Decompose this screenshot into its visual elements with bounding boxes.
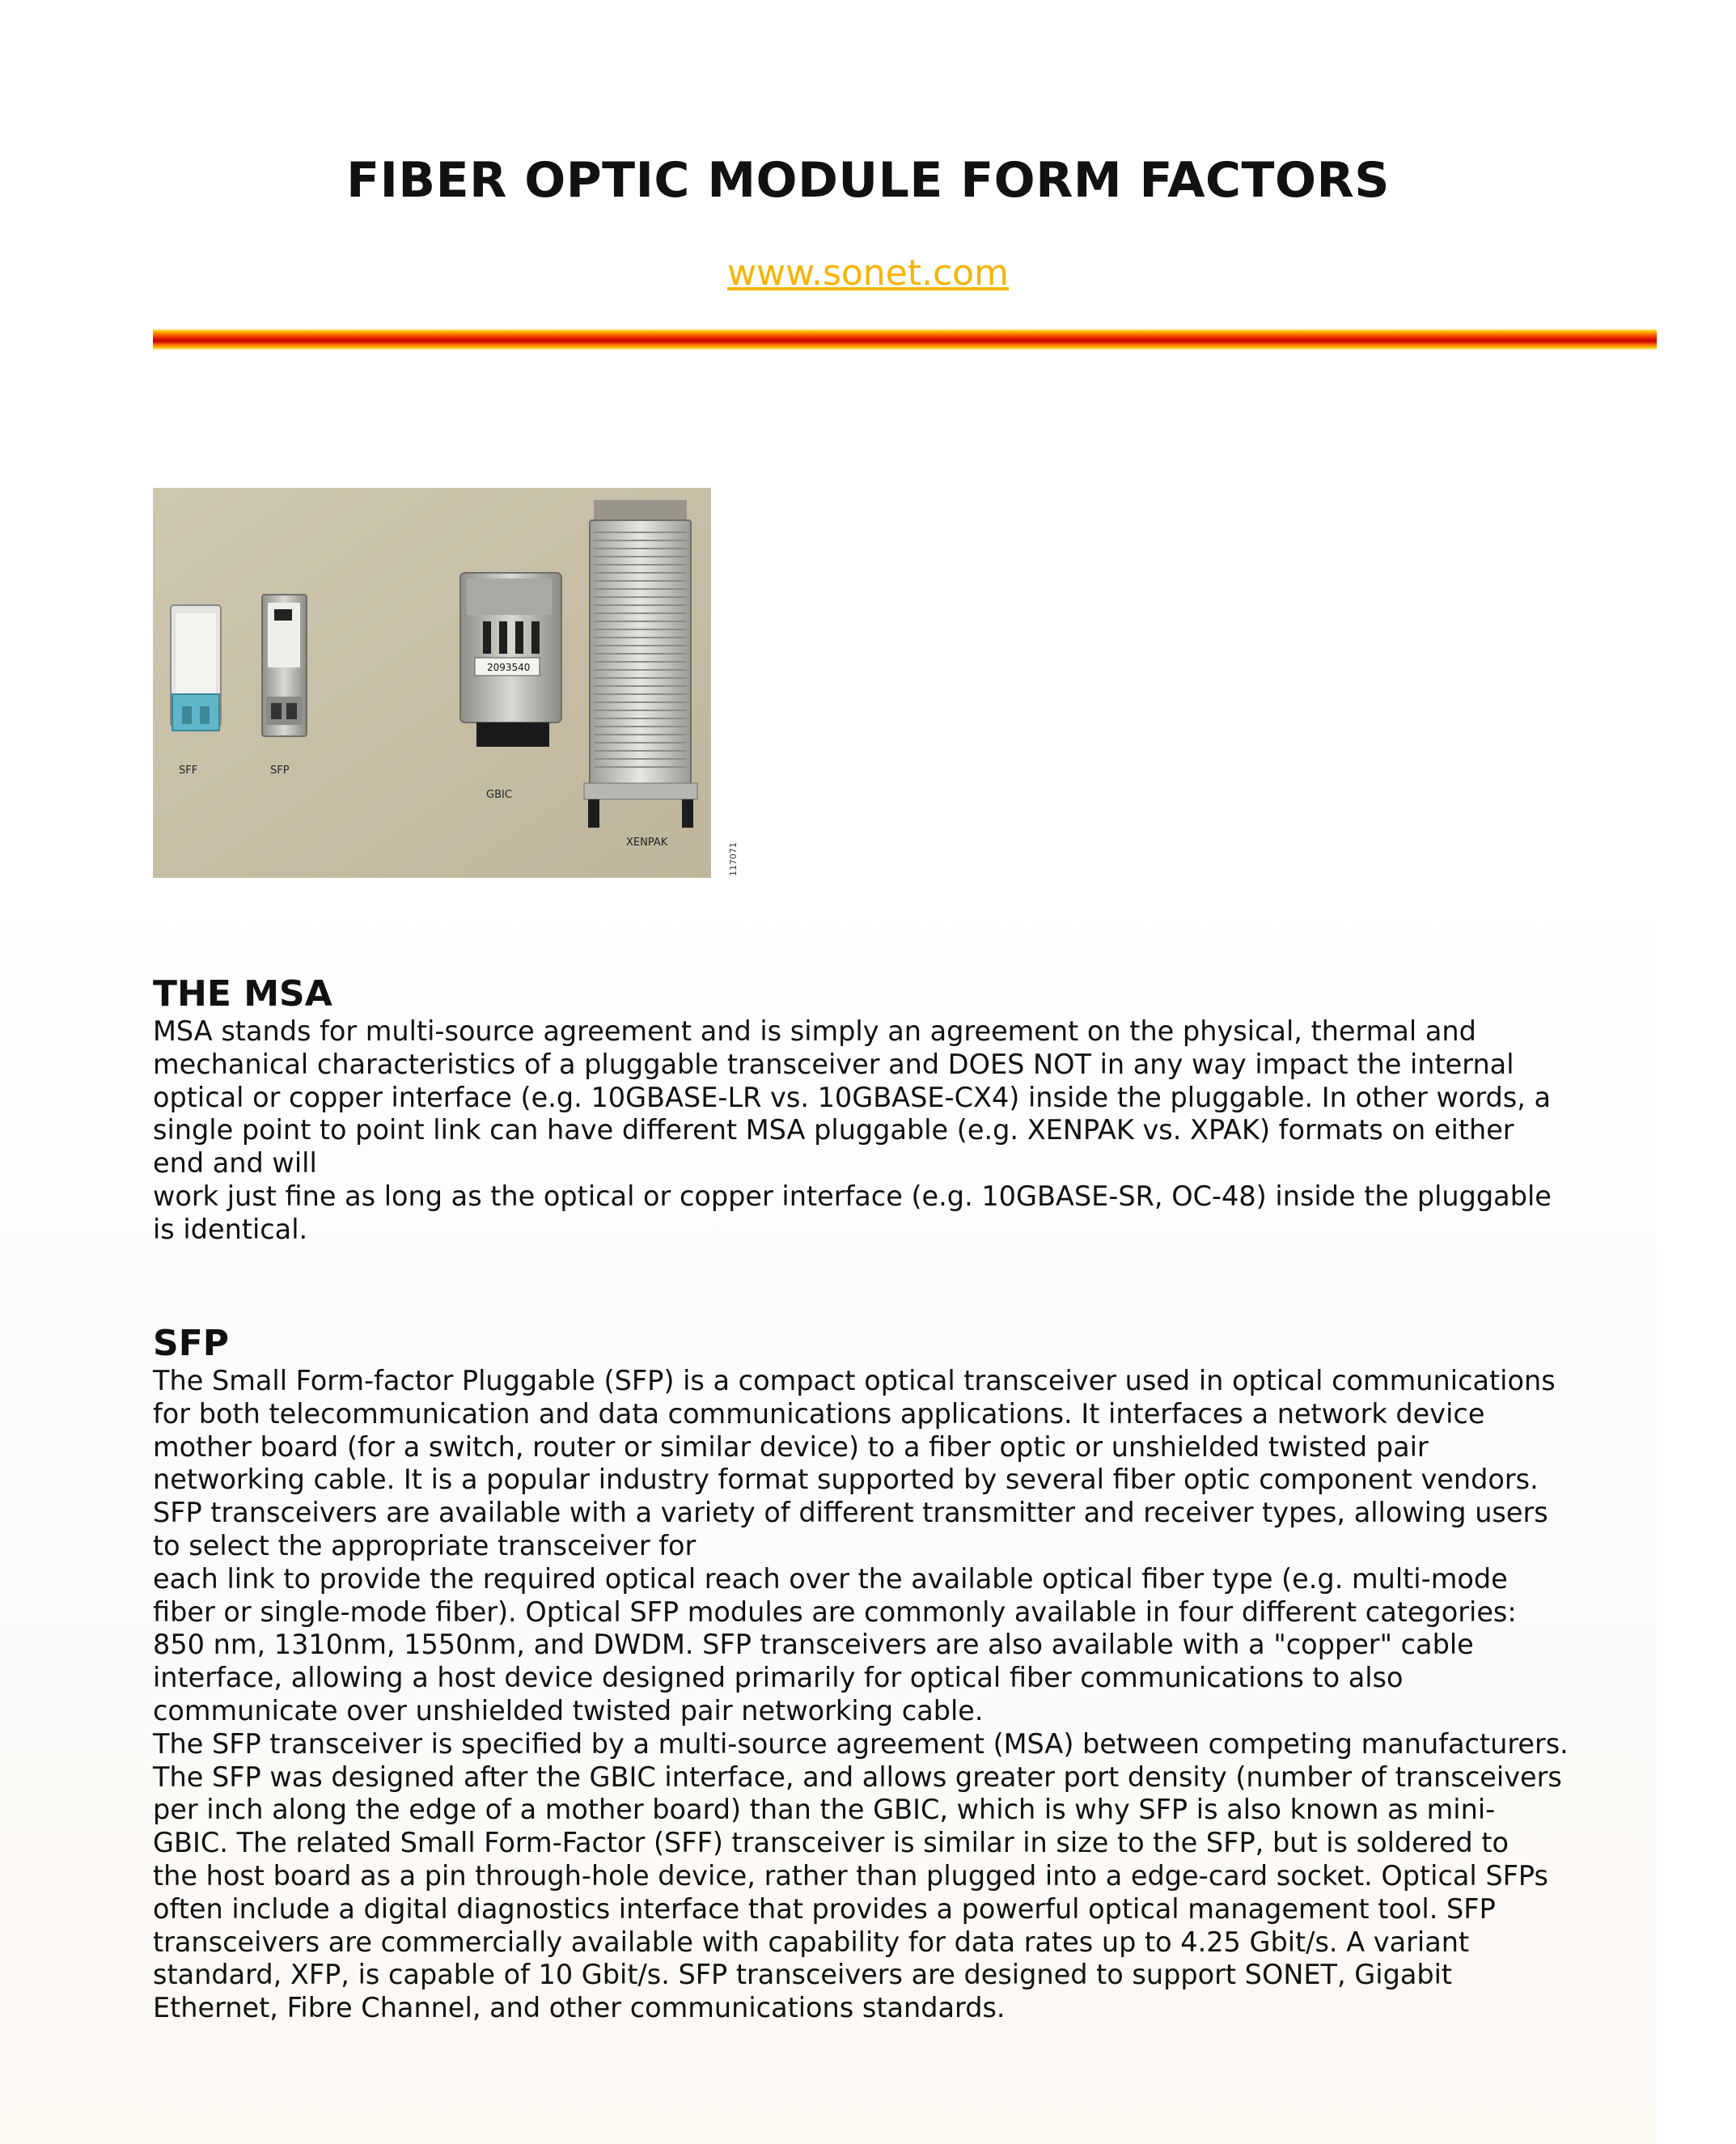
sfp-body: The Small Form-factor Pluggable (SFP) is a compact optical transceiver used in optical communications for both telecommunication and data communications applications. It interfaces a network device mother board (for a switch, router or similar device) to a fiber optic or unshielded twisted pair networking cable. It is a popular industry format supported by several fiber optic component vendors. SFP transceivers are available with a variety of different transmitter and receiver types, allowing users to select the appropriate transceiver for each link to provide the required optical reach over the available optical fiber type (e.g. multi-mode fiber or single-mode fiber). Optical SFP modules are commonly available in four different categories: 850 nm, 1310nm, 1550nm, and DWDM. SFP transceivers are also available with a "copper" cable interface, allowing a host device designed primarily for optical fiber communications to also communicate over unshielded twisted pair networking cable. The SFP transceiver is specified by a multi-source agreement (MSA) between competing manufacturers. The SFP was designed after the GBIC interface, and allows greater port density (number of transceivers per inch along the edge of a mother board) than the GBIC, which is why SFP is also known as mini- GBIC. The related Small Form-Factor (SFF) transceiver is similar in size to the SFP, but is soldered to the host board as a pin through-hole device, rather than plugged into a edge-card socket. Optical SFPs often include a digital diagnostics interface that provides a powerful optical management tool. SFP transceivers are commercially available with capability for data rates up to 4.25 Gbit/s. A variant standard, XFP, is capable of 10 Gbit/s. SFP transceivers are designed to support SONET, Gigabit Ethernet, Fibre Channel, and other communications standards.	[153, 1365, 1569, 2024]
document-title: FIBER OPTIC MODULE FORM FACTORS	[346, 152, 1390, 209]
sfp-heading: SFP	[153, 1323, 229, 1364]
gbic-module	[460, 573, 561, 747]
sfp-label: SFP	[270, 765, 290, 777]
website-link[interactable]: www.sonet.com	[727, 252, 1009, 294]
xenpak-module	[584, 500, 697, 828]
msa-heading: THE MSA	[153, 973, 332, 1015]
msa-body: MSA stands for multi-source agreement and is simply an agreement on the physical, thermal and mechanical characteristics of a pluggable transceiver and DOES NOT in any way impact the internal optical or copper interface (e.g. 10GBASE-LR vs. 10GBASE-CX4) inside the pluggable. In other words, a single point to point link can have different MSA pluggable (e.g. XENPAK vs. XPAK) formats on either end and will work just fine as long as the optical or copper interface (e.g. 10GBASE-SR, OC-48) inside the pluggable is identical.	[153, 1015, 1552, 1245]
sff-label: SFF	[179, 765, 198, 777]
sfp-module	[262, 595, 307, 736]
gbic-label: GBIC	[486, 789, 512, 801]
sfp-section	[153, 1323, 1586, 2025]
gbic-sticker-text: 2093540	[487, 662, 531, 673]
sff-module	[171, 605, 221, 731]
transceiver-photo	[153, 488, 739, 878]
msa-section	[153, 973, 1586, 1247]
figure-id-label: 117071	[728, 842, 739, 876]
xenpak-label: XENPAK	[626, 837, 668, 849]
gradient-divider	[153, 328, 1657, 350]
